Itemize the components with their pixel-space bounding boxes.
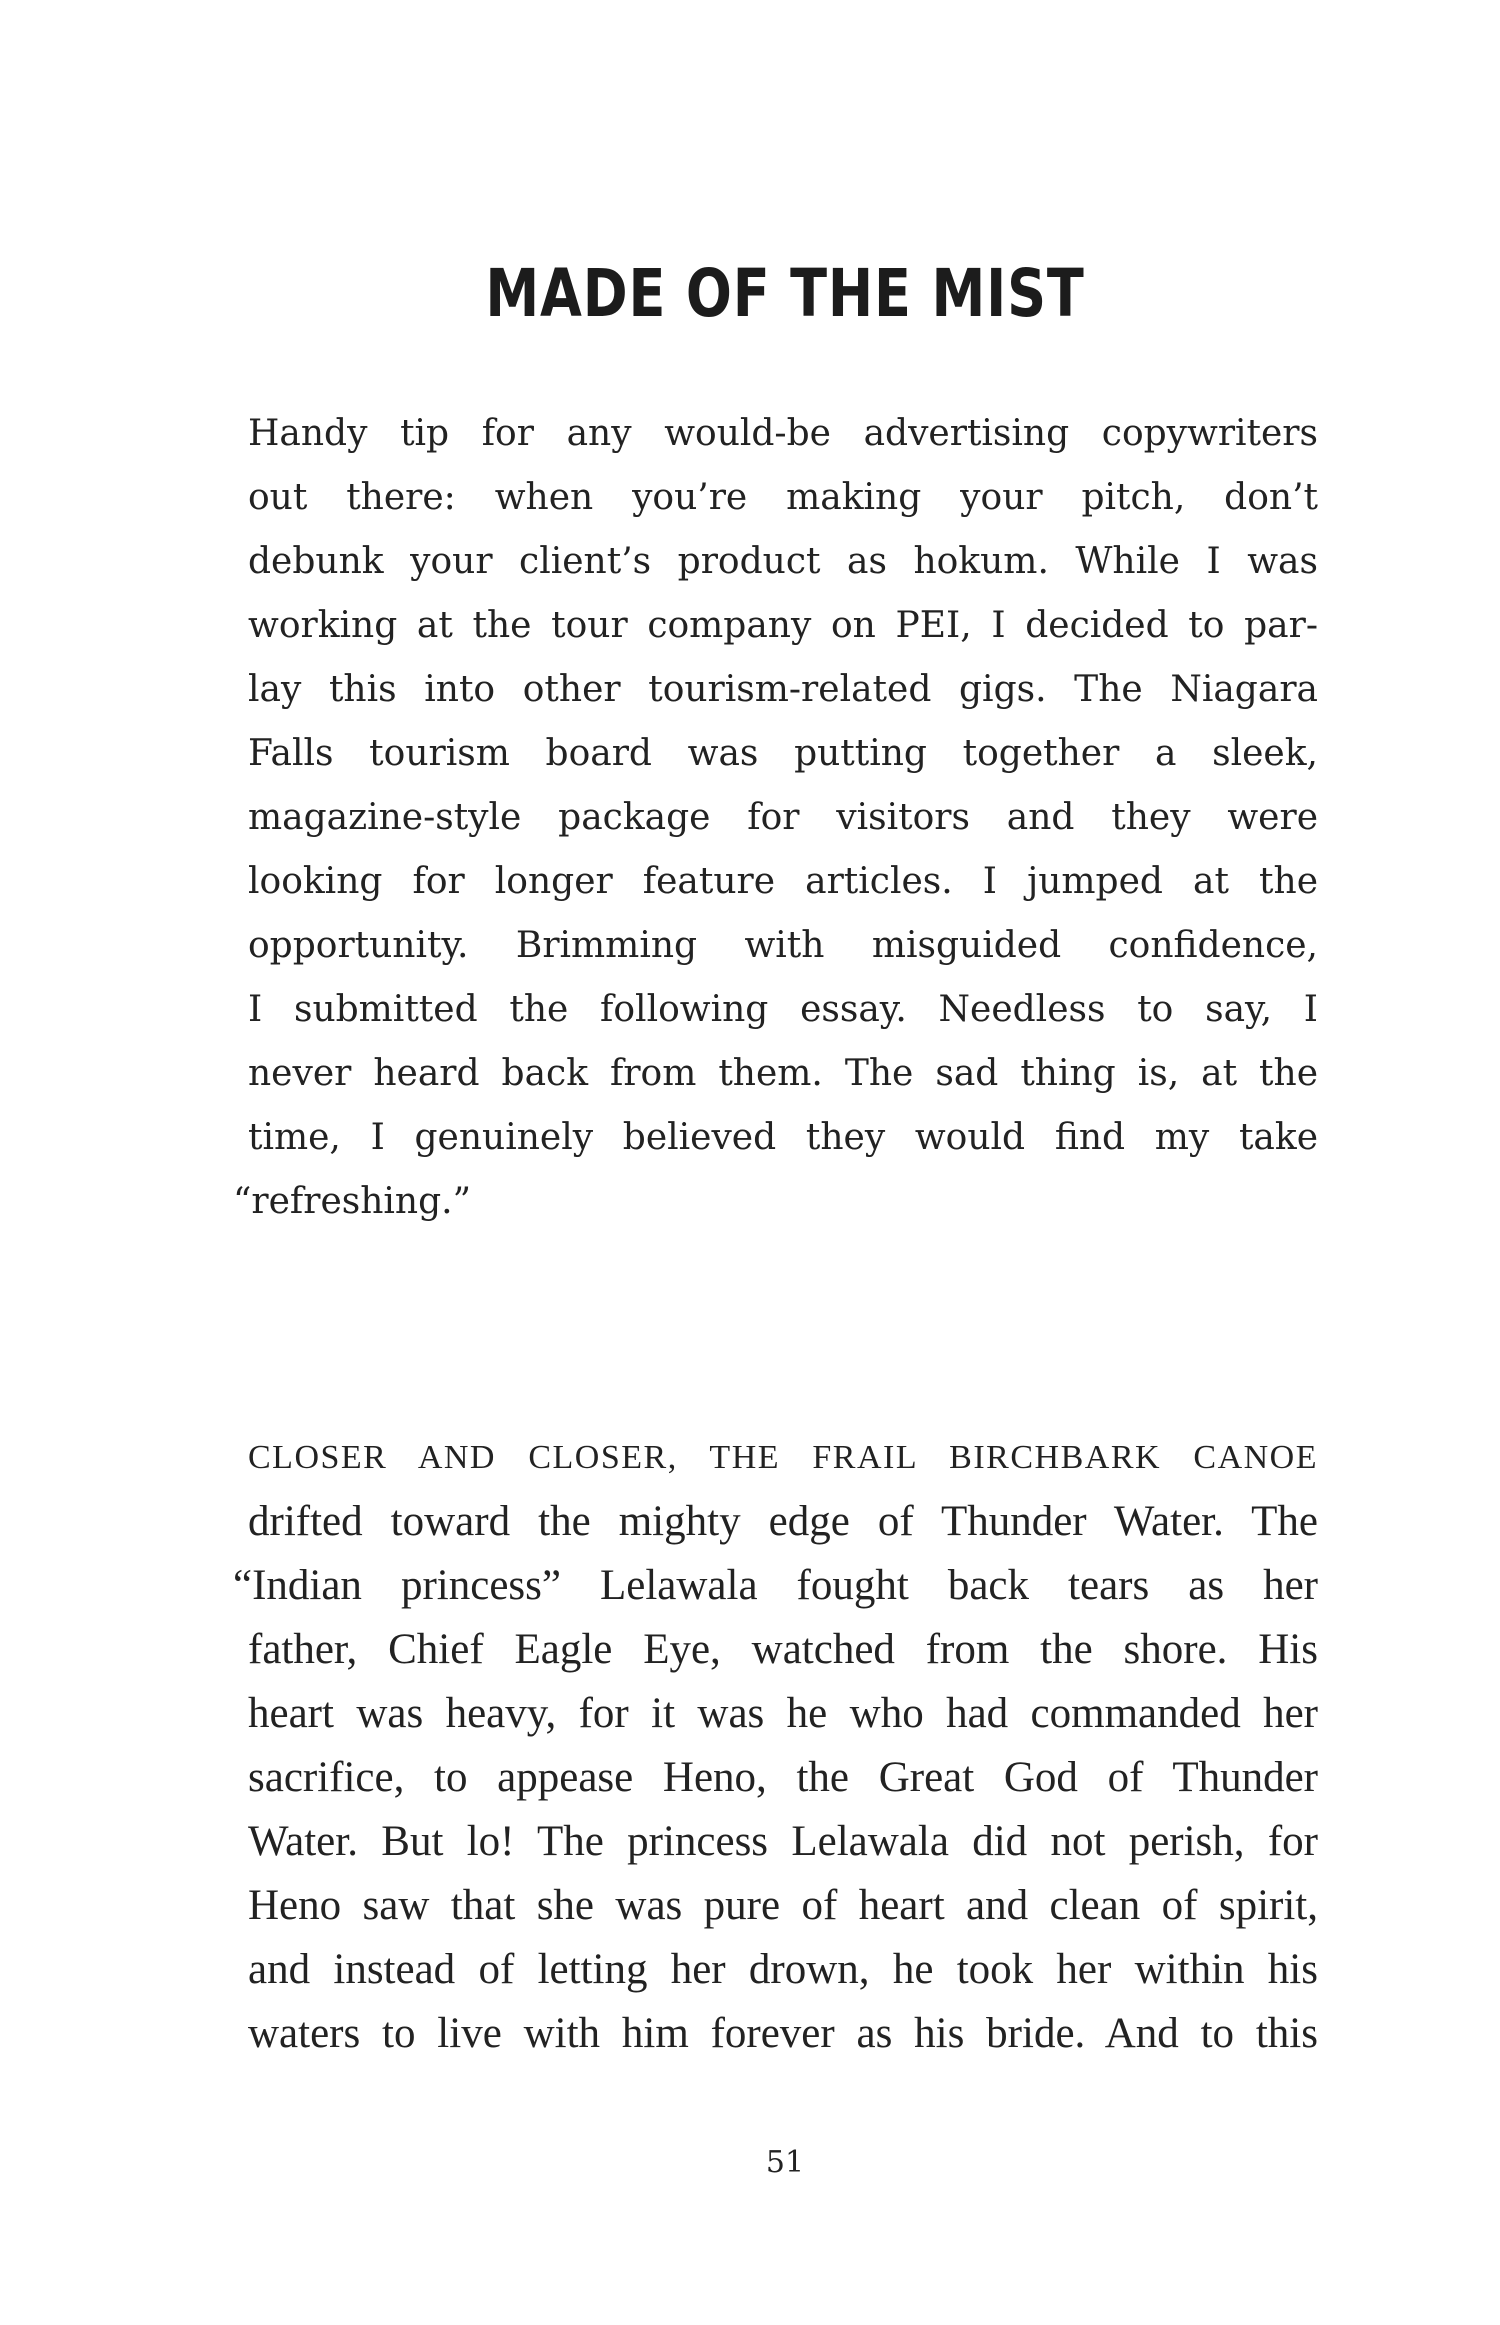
intro-line: debunk your client’s product as hokum. While I was <box>248 541 1318 582</box>
intro-line: Falls tourism board was putting together a sleek, <box>248 733 1318 774</box>
intro-line: time, I genuinely believed they would find my take <box>248 1117 1318 1158</box>
page-number: 51 <box>765 2145 805 2180</box>
intro-line: lay this into other tourism-related gigs. The Niagara <box>248 669 1318 710</box>
intro-line: magazine-style package for visitors and they were <box>248 797 1318 838</box>
essay-line: sacrifice, to appease Heno, the Great God of Thunder <box>248 1754 1318 1801</box>
intro-line: working at the tour company on PEI, I decided to par- <box>248 605 1318 646</box>
essay-lead-in: CLOSER AND CLOSER, THE FRAIL BIRCHBARK CANOE <box>248 1439 1318 1476</box>
intro-line: opportunity. Brimming with misguided confidence, <box>248 925 1318 966</box>
essay-line: Heno saw that she was pure of heart and clean of spirit, <box>248 1882 1318 1929</box>
intro-line: “refreshing.” <box>233 1181 472 1222</box>
essay-line: “Indian princess” Lelawala fought back tears as her <box>233 1562 1318 1609</box>
essay-line: drifted toward the mighty edge of Thunder Water. The <box>248 1498 1318 1545</box>
intro-line: looking for longer feature articles. I jumped at the <box>248 861 1318 902</box>
intro-line: I submitted the following essay. Needless to say, I <box>248 989 1318 1030</box>
essay-line: father, Chief Eagle Eye, watched from the shore. His <box>248 1626 1318 1673</box>
intro-line: never heard back from them. The sad thing is, at the <box>248 1053 1318 1094</box>
intro-line: out there: when you’re making your pitch, don’t <box>248 477 1318 518</box>
essay-line: waters to live with him forever as his bride. And to this <box>248 2010 1318 2057</box>
intro-line: Handy tip for any would-be advertising copywriters <box>248 413 1318 454</box>
essay-line: Water. But lo! The princess Lelawala did not perish, for <box>248 1818 1318 1865</box>
chapter-title: MADE OF THE MIST <box>485 255 1085 332</box>
essay-line: heart was heavy, for it was he who had commanded her <box>248 1690 1318 1737</box>
essay-line: and instead of letting her drown, he took her within his <box>248 1946 1318 1993</box>
